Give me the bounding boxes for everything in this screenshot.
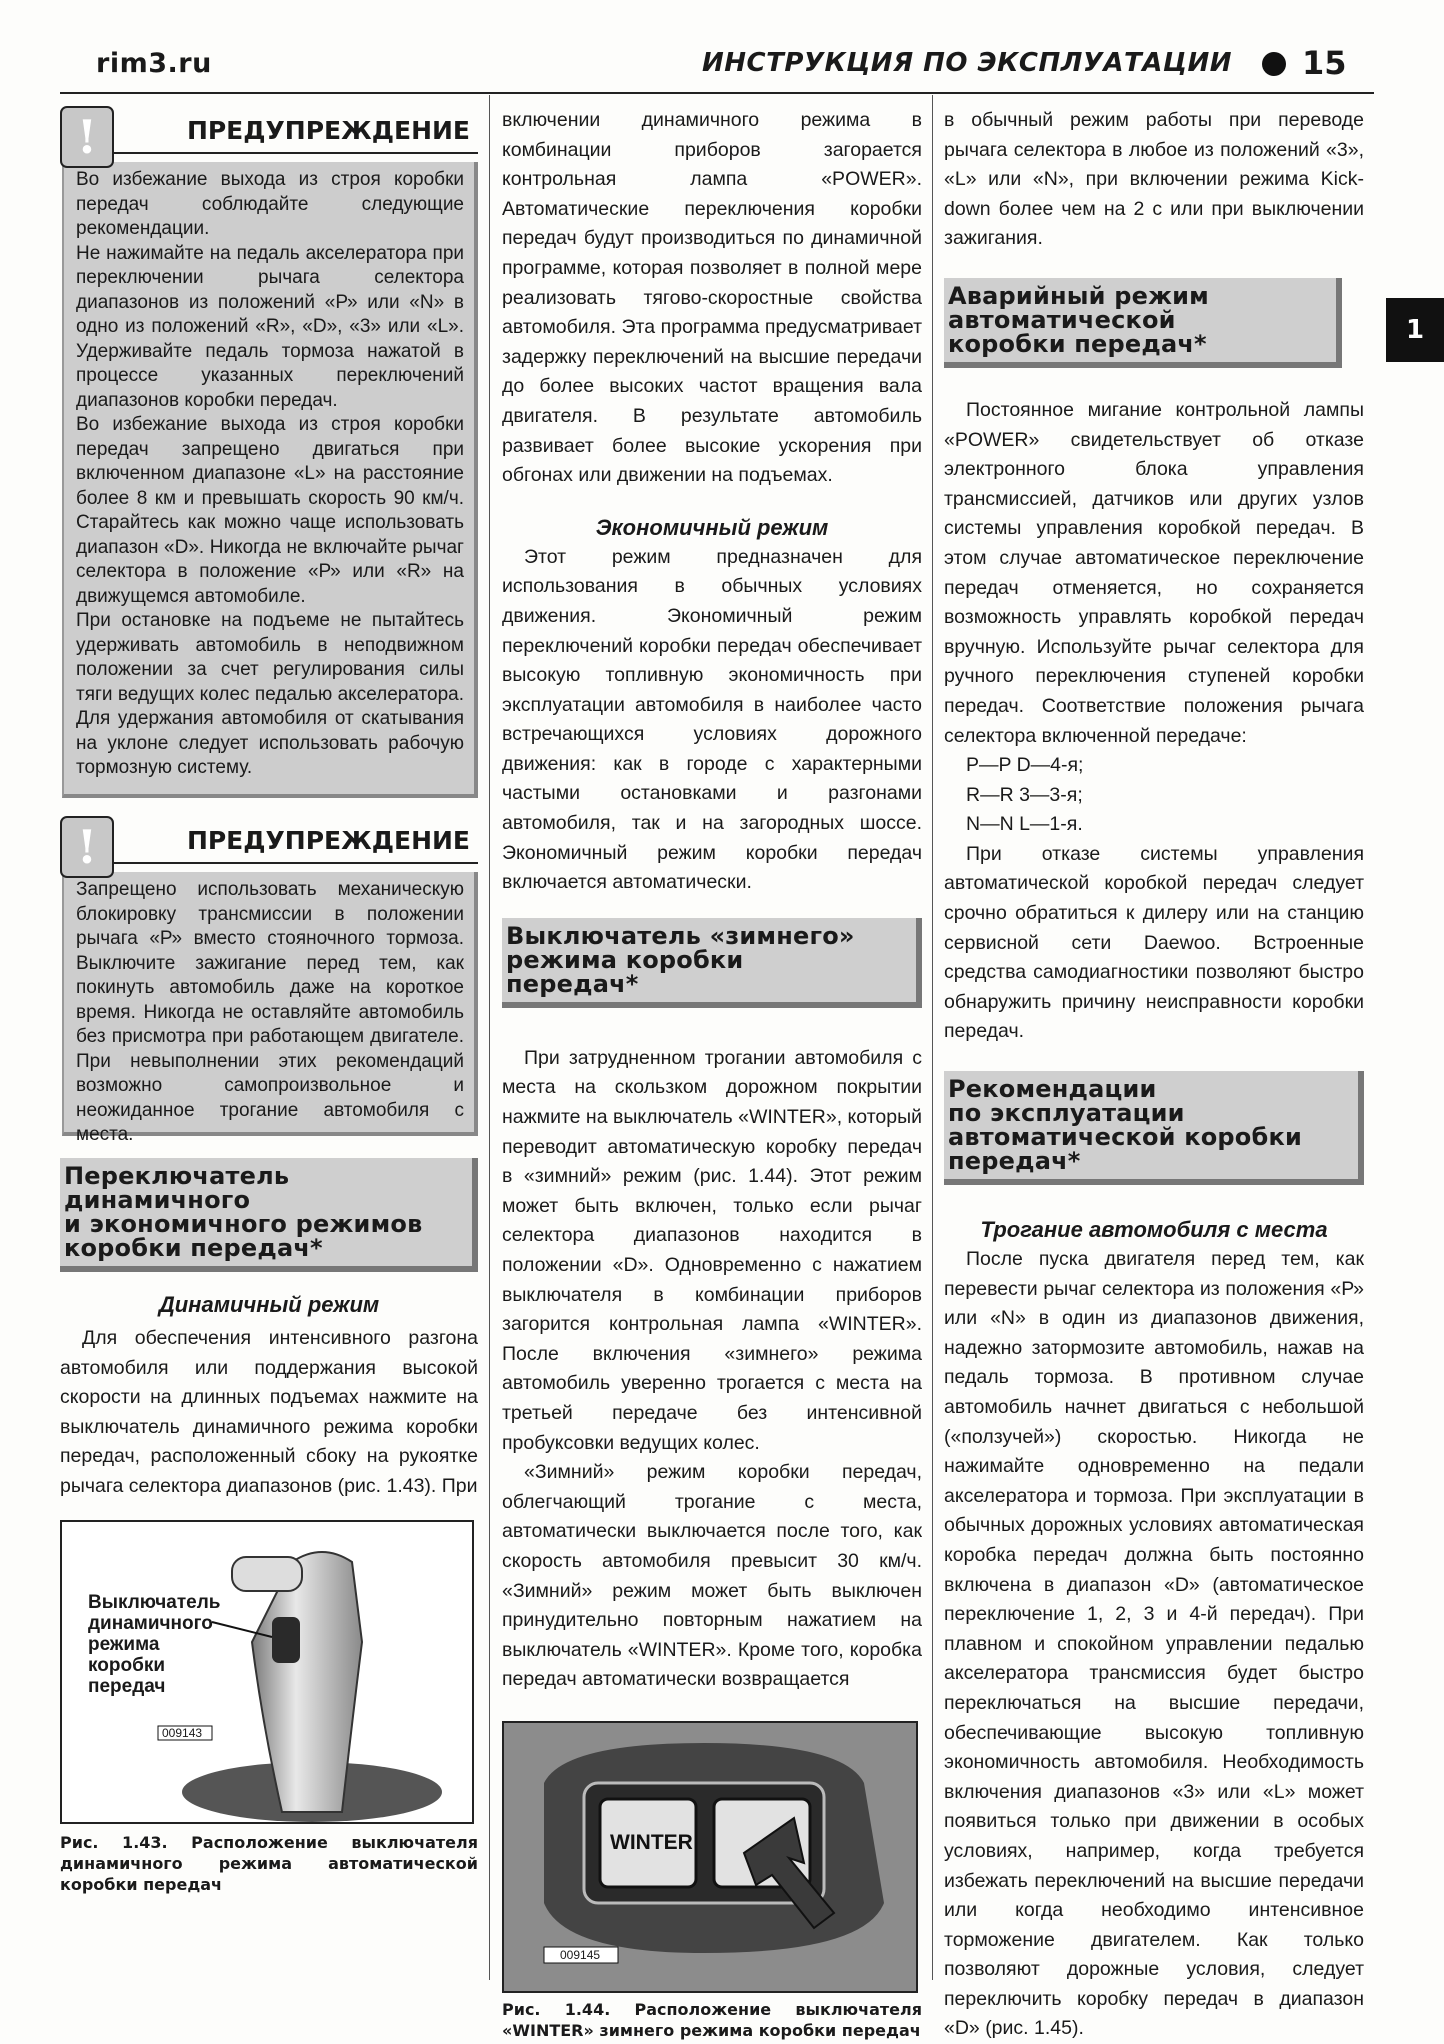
gear-list-item: N—N L—1-я.: [966, 813, 1083, 836]
body-paragraph: включении динамичного режима в комбинации приборов загорается контрольная лампа «POWER». Автоматические переключения коробки передач будут производиться по динамичной программе, которая позволяет в полной мере реализовать тягово-скоростные свойства автомобиля. Эта программа предусматривает задержку переключений на высшие передачи до более высоких частот вращения вала двигателя. В результате автомобиль развивает более высокие ускорения при обгонах или движении на подъемах.: [502, 109, 922, 487]
body-paragraph: Этот режим предназначен для использования в обычных условиях движения. Экономичный режим переключений коробки передач обеспечивает высокую топливную экономичность при эксплуатации автомобиля в наиболее часто встречающихся условиях дорожного движения: как в городе с характерными частыми остановками и разгонами автомобиля, так и на загородных шоссе. Экономичный режим коробки передач включается автоматически.: [502, 545, 922, 894]
figure-code: 009143: [162, 1725, 203, 1740]
figure-callout: Выключатель динамичного режима коробки передач: [88, 1591, 221, 1697]
column-divider: [489, 95, 490, 1980]
figure-1-43: [60, 1520, 474, 1824]
body-paragraph: Постоянное мигание контрольной лампы «POWER» свидетельствует об отказе электронного блока управления трансмиссией, датчиков или других узлов системы управления коробкой передач. В этом случае автоматическое переключение передач отменяется, но сохраняется возможность управлять коробкой передач вручную. Используйте рычаг селектора для ручного переключения ступеней коробки передач. Соответствие положения рычага селектора включенной передаче:: [944, 398, 1364, 747]
section-heading: Выключатель «зимнего» режима коробки передач*: [502, 918, 922, 1008]
chapter-tab: 1: [1386, 298, 1444, 362]
header-bullet-icon: [1262, 52, 1286, 76]
warning-paragraph: Не нажимайте на педаль акселератора при переключении рычага селектора диапазонов из положений «Р» или «N» в одно из положений «R», «D», «3» или «L». Удерживайте педаль тормоза нажатой в процессе указанных переключений диапазонов коробки передач.: [76, 242, 464, 411]
page-number: 15: [1302, 44, 1347, 82]
exclamation-icon: !: [60, 816, 114, 878]
gear-list-item: R—R 3—3-я;: [966, 783, 1083, 806]
figure-caption: Рис. 1.43. Расположение выключателя динамичного режима автоматической коробки передач: [60, 1832, 478, 1894]
figure-1-44: [502, 1721, 918, 1993]
body-paragraph: После пуска двигателя перед тем, как перевести рычаг селектора из положения «Р» или «N» в один из диапазонов движения, надежно затормозите автомобиль, нажав на педаль тормоза. В противном случае автомобиль начнет двигаться с небольшой («ползучей») скоростью. Никогда не нажимайте одновременно на педали акселератора и тормоза. При эксплуатации в обычных дорожных условиях автоматическая коробка передач должна быть постоянно включена в диапазон «D» (автоматическое переключение 1, 2, 3 и 4-й передач). При плавном и спокойном управлении педалью акселератора трансмиссия будет быстро переключаться на высшие передачи, обеспечивающие высокую топливную экономичность автомобиля. Необходимость включения диапазонов «3» или «L» может появиться только при движении в особых условиях, например, когда требуется избежать переключений на высшие передачи или когда необходимо интенсивное торможение двигателем. Как только позволяют дорожные условия, следует переключить коробку передач в диапазон «D» (рис. 1.45).: [944, 1248, 1364, 2040]
section-heading: Переключатель динамичного и экономичного режимов коробки передач*: [60, 1158, 478, 1272]
warning-paragraph: Запрещено использовать механическую блокировку трансмиссии в положении рычага «Р» вместо стояночного тормоза. Выключите зажигание перед тем, как покинуть автомобиль даже на короткое время. Никогда не оставляйте автомобиль без присмотра при работающем двигателе. При невыполнении этих рекомендаций возможно самопроизвольное и неожиданное трогание автомобиля с места.: [76, 879, 464, 1145]
body-paragraph: «Зимний» режим коробки передач, облегчающий трогание с места, автоматически выключается после того, как скорость автомобиля превысит 30 км/ч. «Зимний» режим может быть выключен принудительно повторным нажатием на выключатель «WINTER». Кроме того, коробка передач автоматически возвращается: [502, 1461, 922, 1691]
exclamation-icon: !: [60, 106, 114, 168]
running-title: ИНСТРУКЦИЯ ПО ЭКСПЛУАТАЦИИ: [702, 48, 1232, 78]
warning-paragraph: При остановке на подъеме не пытайтесь удерживать автомобиль в неподвижном положении за счет регулирования силы тяги ведущих колес педалью акселератора. Для удержания автомобиля от скатывания на уклоне следует использовать рабочую тормозную систему.: [76, 610, 464, 778]
body-paragraph: в обычный режим работы при переводе рычага селектора в любое из положений «3», «L» или «N», при включении режима Kick-down более чем на 2 с или при выключении зажигания.: [944, 109, 1364, 250]
warning-title: ПРЕДУПРЕЖДЕНИЕ: [186, 826, 470, 855]
warning-text-box: [62, 872, 478, 1145]
figure-code: 009145: [560, 1947, 601, 1962]
section-heading: Рекомендации по эксплуатации автоматической коробки передач*: [944, 1071, 1364, 1185]
header-rule: [60, 92, 1374, 94]
column-divider: [932, 95, 933, 1980]
body-paragraph: При отказе системы управления автоматической коробкой передач следует срочно обратиться к дилеру или на станцию сервисной сети Daewoo. Встроенные средства самодиагностики позволяют быстро обнаружить причину неисправности коробки передач.: [944, 842, 1364, 1043]
section-heading: Аварийный режим автоматической коробки передач*: [944, 278, 1342, 368]
figure-caption: Рис. 1.44. Расположение выключателя «WINTER» зимнего режима коробки передач: [502, 1999, 922, 2040]
subsection-title: Динамичный режим: [158, 1292, 380, 1317]
winter-button-label: WINTER: [610, 1830, 693, 1854]
column-2: [502, 106, 922, 2041]
warning-title: ПРЕДУПРЕЖДЕНИЕ: [186, 116, 470, 145]
warning-paragraph: Во избежание выхода из строя коробки передач запрещено двигаться при включенном диапазоне «L» на расстояние более 8 км и превышать скорость 90 км/ч. Старайтесь как можно чаще использовать диапазон «D». Никогда не включайте рычаг селектора в положение «Р» или «R» на движущемся автомобиле.: [76, 414, 464, 607]
warning-block: [60, 816, 478, 1145]
gear-list-item: P—P D—4-я;: [966, 754, 1084, 777]
subsection-title: Экономичный режим: [595, 514, 829, 540]
warning-text-box: [62, 162, 478, 798]
column-1: [60, 106, 478, 1895]
subsection-title: Трогание автомобиля с места: [980, 1217, 1328, 1243]
body-paragraph: Для обеспечения интенсивного разгона автомобиля или поддержания высокой скорости на длинных подъемах нажмите на выключатель динамичного режима коробки передач, расположенный сбоку на рукоятке рычага селектора диапазонов (рис. 1.43). При: [60, 1327, 478, 1497]
site-name: rim3.ru: [96, 48, 212, 79]
body-paragraph: При затрудненном трогании автомобиля с места на скользком дорожном покрытии нажмите на выключатель «WINTER», который переводит автоматическую коробку передач в «зимний» режим (рис. 1.44). Этот режим может быть включен, только если рычаг селектора диапазонов находится в положении «D». Одновременно с нажатием выключателя в комбинации приборов загорится контрольная лампа «WINTER». После включения «зимнего» режима автомобиль уверенно трогается с места на третьей передаче без интенсивной пробуксовки ведущих колес.: [502, 1046, 923, 1454]
column-3: [944, 106, 1364, 2044]
warning-paragraph: Во избежание выхода из строя коробки передач соблюдайте следующие рекомендации.: [76, 169, 464, 239]
warning-block: [60, 106, 478, 798]
